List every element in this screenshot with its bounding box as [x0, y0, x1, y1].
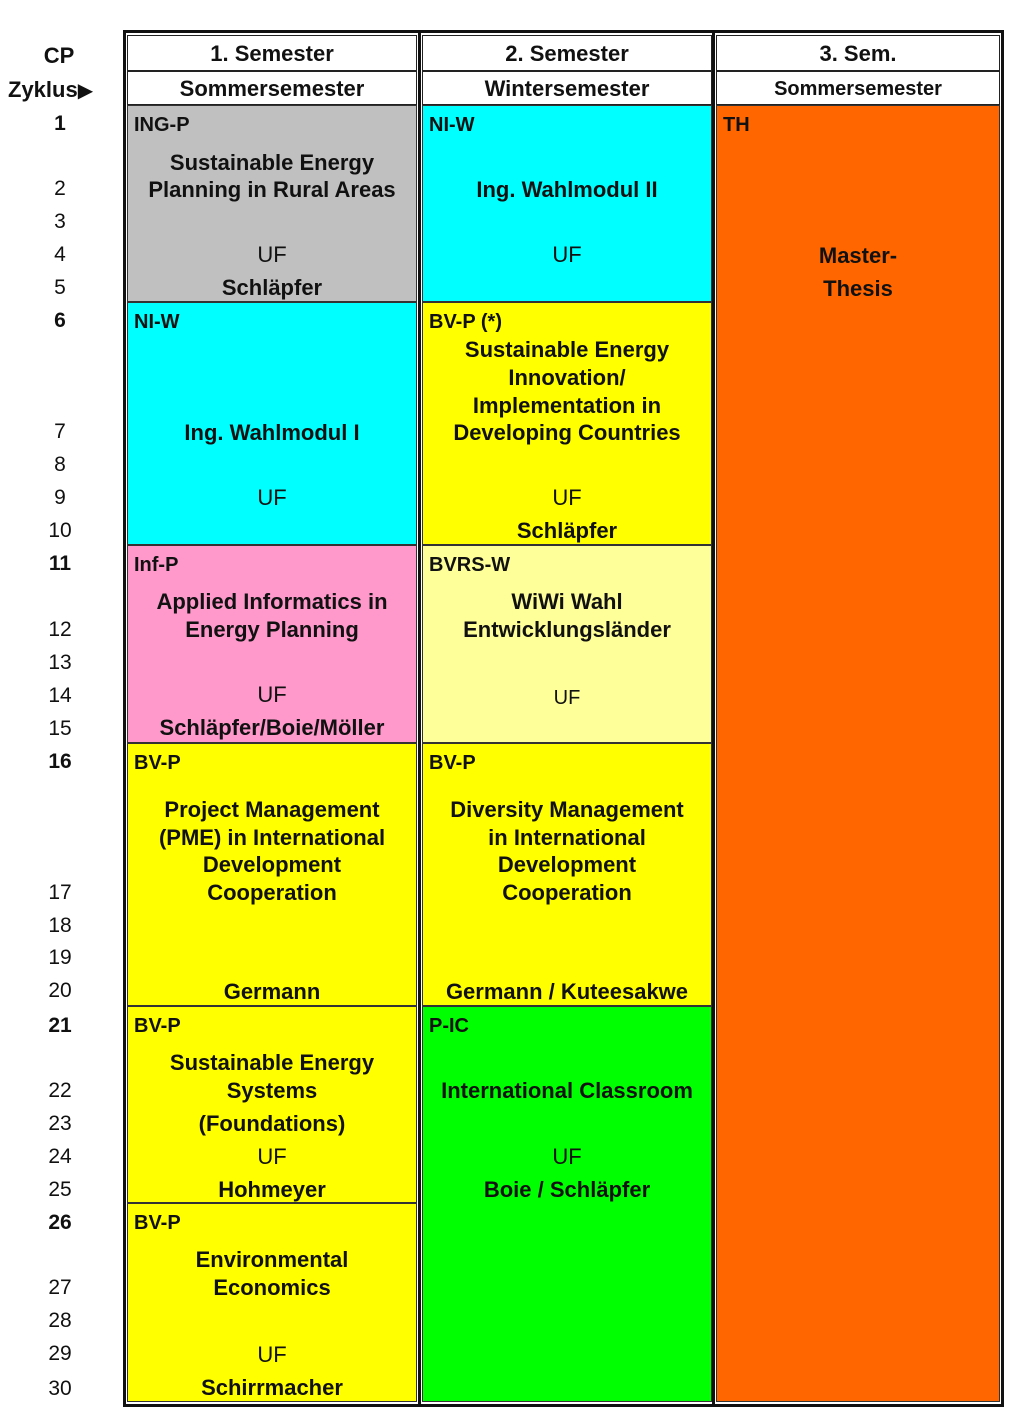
cp-number: 20	[48, 979, 72, 1002]
module-title-line: Innovation/	[508, 365, 626, 390]
module-lecturer: Schirrmacher	[201, 1375, 343, 1400]
module-code: BV-P	[134, 1015, 181, 1037]
module-title-line: in International	[488, 825, 646, 850]
semester-1-header: 1. Semester	[127, 35, 417, 71]
cp-number: 3	[54, 210, 66, 233]
semester-3-season: Sommersemester	[716, 71, 1000, 105]
module-uf: UF	[257, 1342, 287, 1367]
cp-header: CP	[43, 43, 75, 68]
cp-number: 27	[48, 1276, 72, 1299]
column-separator	[418, 30, 421, 1407]
module-title-line: Thesis	[823, 276, 893, 301]
cp-number: 9	[54, 486, 66, 509]
module-title-line: Implementation in	[472, 393, 662, 418]
module-code: Inf-P	[134, 554, 179, 576]
module-wiwi-wahl	[422, 545, 712, 743]
module-title-line: Sustainable Energy	[464, 337, 670, 362]
module-master-thesis	[716, 105, 1000, 1402]
cp-number: 1	[54, 112, 66, 135]
cp-number: 13	[48, 651, 72, 674]
module-code: NI-W	[134, 311, 180, 333]
module-code: BV-P	[429, 752, 476, 774]
cp-number: 17	[48, 881, 72, 904]
module-diversity-management	[422, 743, 712, 1006]
module-title-line: Entwicklungsländer	[463, 617, 671, 642]
cp-number: 28	[48, 1309, 72, 1332]
module-code: NI-W	[429, 114, 475, 136]
module-title-line: International Classroom	[441, 1078, 693, 1103]
module-title-line: (PME) in International	[158, 825, 386, 850]
module-title-line: Diversity Management	[450, 797, 684, 822]
module-code: BV-P	[134, 752, 181, 774]
module-uf: UF	[552, 1144, 582, 1169]
module-project-management	[127, 743, 417, 1006]
cp-number: 10	[48, 519, 72, 542]
module-uf: UF	[553, 687, 581, 709]
zyklus-label	[8, 78, 93, 103]
cp-number: 15	[48, 717, 72, 740]
cp-number: 7	[54, 420, 66, 443]
module-lecturer: Germann	[223, 979, 321, 1004]
semester-2-season: Wintersemester	[422, 71, 712, 105]
module-code: BV-P	[134, 1212, 181, 1234]
module-ing-wahlmodul-1	[127, 302, 417, 545]
cp-number: 4	[54, 243, 66, 266]
cp-number: 18	[48, 914, 72, 937]
module-sustainable-energy-planning	[127, 105, 417, 302]
module-title-line: Cooperation	[502, 880, 632, 905]
module-title-line: Environmental	[195, 1247, 349, 1272]
module-code: BV-P (*)	[429, 311, 502, 333]
module-title-line: Project Management	[164, 797, 380, 822]
module-ing-wahlmodul-2	[422, 105, 712, 302]
cp-number: 6	[54, 309, 66, 332]
cp-number: 26	[48, 1211, 72, 1234]
module-lecturer: Hohmeyer	[218, 1177, 326, 1202]
cp-number: 29	[48, 1342, 72, 1365]
module-title-line: Development	[497, 852, 637, 877]
module-sustainable-energy-innovation	[422, 302, 712, 545]
cp-number: 11	[48, 552, 72, 575]
module-uf: UF	[257, 485, 287, 510]
cp-number: 23	[48, 1112, 72, 1135]
column-separator	[712, 30, 715, 1407]
arrow-right-icon: ▶	[77, 80, 94, 102]
module-uf: UF	[257, 682, 287, 707]
module-title-line: Applied Informatics in	[156, 589, 388, 614]
module-applied-informatics	[127, 545, 417, 743]
cp-number: 25	[48, 1178, 72, 1201]
module-lecturer: Schläpfer/Boie/Möller	[159, 715, 385, 740]
cp-number: 24	[48, 1145, 72, 1168]
cp-number: 8	[54, 453, 66, 476]
module-title-line: Economics	[213, 1275, 331, 1300]
cp-number: 22	[48, 1079, 72, 1102]
cp-number: 5	[54, 276, 66, 299]
module-lecturer: Germann / Kuteesakwe	[445, 979, 689, 1004]
module-title-line: Master-	[818, 243, 898, 268]
cp-number: 14	[48, 684, 72, 707]
module-sustainable-energy-systems	[127, 1006, 417, 1203]
zyklus-text: Zyklus	[8, 77, 78, 102]
cp-number: 21	[48, 1014, 72, 1037]
semester-1-season: Sommersemester	[127, 71, 417, 105]
cp-number: 16	[48, 750, 72, 773]
semester-2-header: 2. Semester	[422, 35, 712, 71]
semester-3-header: 3. Sem.	[716, 35, 1000, 71]
module-title-line: Ing. Wahlmodul I	[184, 420, 360, 445]
module-title-line: Developing Countries	[453, 420, 681, 445]
module-code: ING-P	[134, 114, 190, 136]
module-code: BVRS-W	[429, 554, 511, 576]
module-title-line: Sustainable Energy	[169, 150, 375, 175]
cp-number: 2	[54, 177, 66, 200]
module-international-classroom	[422, 1006, 712, 1402]
module-title-line: Sustainable Energy	[169, 1050, 375, 1075]
cp-number: 12	[48, 618, 72, 641]
module-uf: UF	[552, 242, 582, 267]
module-title-line: Cooperation	[207, 880, 337, 905]
module-uf: UF	[552, 485, 582, 510]
module-title-line: (Foundations)	[198, 1111, 346, 1136]
module-uf: UF	[257, 242, 287, 267]
module-title-line: WiWi Wahl	[511, 589, 623, 614]
module-title-line: Energy Planning	[185, 617, 359, 642]
module-uf: UF	[257, 1144, 287, 1169]
module-lecturer: Schläpfer	[221, 275, 323, 300]
module-lecturer: Boie / Schläpfer	[483, 1177, 651, 1202]
cp-number: 30	[48, 1377, 72, 1400]
cp-number: 19	[48, 946, 72, 969]
module-code: TH	[723, 114, 750, 136]
module-title-line: Ing. Wahlmodul II	[476, 177, 658, 202]
module-title-line: Development	[202, 852, 342, 877]
module-code: P-IC	[429, 1015, 469, 1037]
module-title-line: Planning in Rural Areas	[148, 177, 396, 202]
module-environmental-economics	[127, 1203, 417, 1402]
module-title-line: Systems	[226, 1078, 318, 1103]
module-lecturer: Schläpfer	[516, 518, 618, 543]
